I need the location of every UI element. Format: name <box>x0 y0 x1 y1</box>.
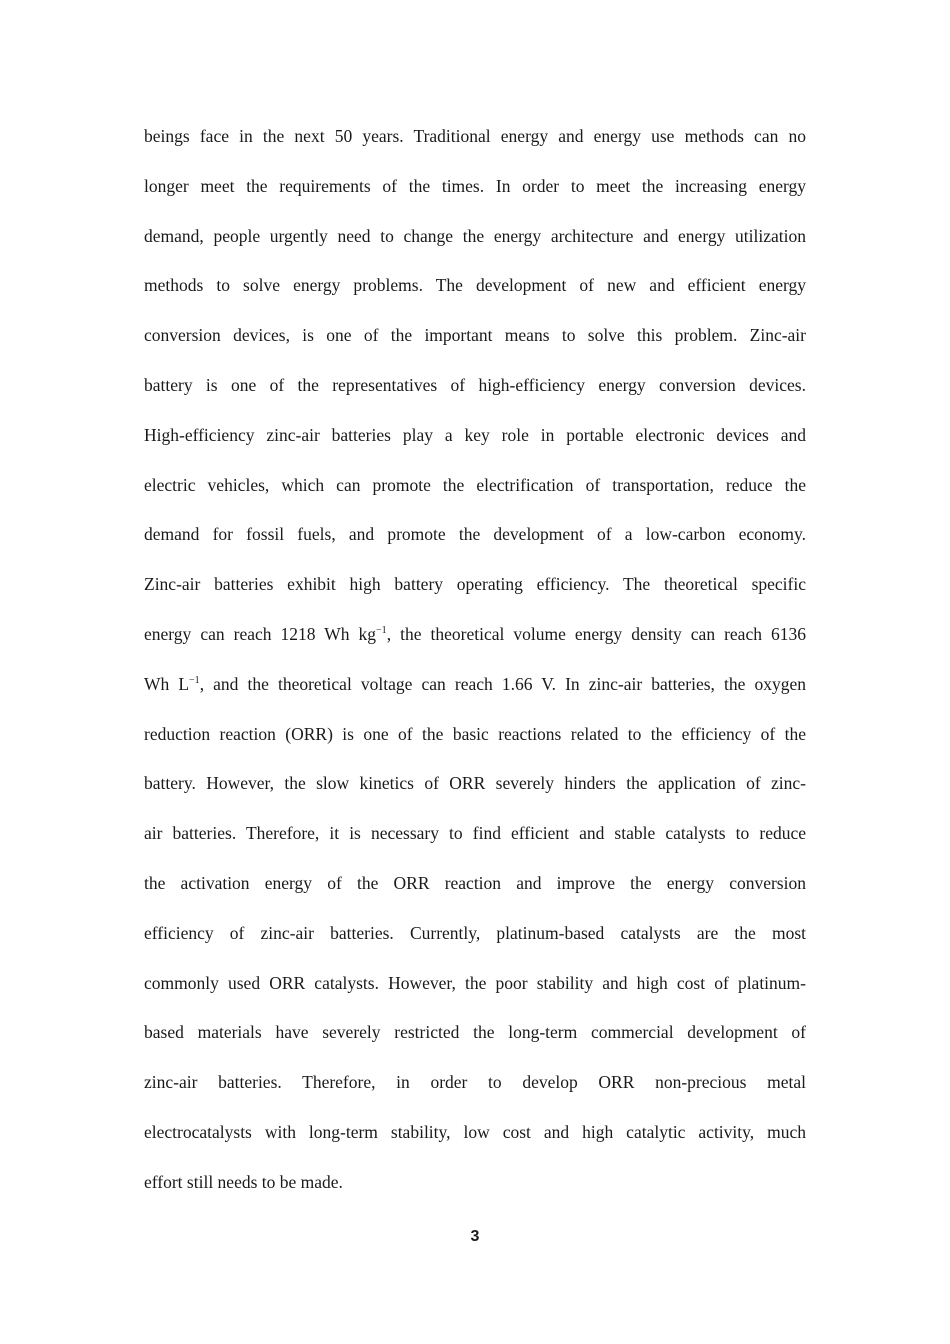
superscript-exponent: −1 <box>376 625 387 637</box>
paragraph-line-3: demand, people urgently need to change the energy architecture and energy utilization <box>144 225 806 246</box>
paragraph-line-11 <box>144 610 806 660</box>
paragraph-line-19: based materials have severely restricted the long-term commercial development of <box>144 1022 806 1043</box>
superscript-exponent: −1 <box>189 674 200 686</box>
line-11-text-b: , the theoretical volume energy density can reach 6136 <box>386 623 806 644</box>
paragraph-line-17: efficiency of zinc-air batteries. Currently, platinum-based catalysts are the most <box>144 922 806 943</box>
line-12-text-b: , and the theoretical voltage can reach 1.66 V. In zinc-air batteries, the oxygen <box>199 673 806 694</box>
paragraph-line-2: longer meet the requirements of the times. In order to meet the increasing energy <box>144 175 806 196</box>
line-11-text-a: energy can reach 1218 Wh kg <box>144 623 377 644</box>
line-12-text-a: Wh L <box>144 673 190 694</box>
paragraph-line-10: Zinc-air batteries exhibit high battery operating efficiency. The theoretical specific <box>144 574 806 595</box>
paragraph-line-1: beings face in the next 50 years. Traditional energy and energy use methods can no <box>144 126 806 146</box>
paragraph-line-8: electric vehicles, which can promote the electrification of transportation, reduce the <box>144 474 806 495</box>
paragraph-line-12 <box>144 660 806 710</box>
paragraph-line-5: conversion devices, is one of the important means to solve this problem. Zinc-air <box>144 325 806 346</box>
paragraph-line-6: battery is one of the representatives of high-efficiency energy conversion devices. <box>144 374 806 395</box>
body-paragraph <box>144 112 806 1208</box>
paragraph-line-9: demand for fossil fuels, and promote the development of a low-carbon economy. <box>144 524 806 545</box>
paragraph-line-4: methods to solve energy problems. The development of new and efficient energy <box>144 275 806 296</box>
page-number: 3 <box>470 1228 480 1245</box>
paragraph-line-21: electrocatalysts with long-term stability, low cost and high catalytic activity, much <box>144 1121 806 1142</box>
paragraph-line-13: reduction reaction (ORR) is one of the basic reactions related to the efficiency of the <box>144 723 806 744</box>
paragraph-line-22: effort still needs to be made. <box>144 1171 343 1192</box>
paragraph-line-18: commonly used ORR catalysts. However, the poor stability and high cost of platinum- <box>144 972 806 993</box>
paragraph-line-15: air batteries. Therefore, it is necessary to find efficient and stable catalysts to reduce <box>144 823 806 844</box>
paragraph-line-14: battery. However, the slow kinetics of ORR severely hinders the application of zinc- <box>144 773 806 794</box>
paragraph-line-20: zinc-air batteries. Therefore, in order to develop ORR non-precious metal <box>144 1072 806 1093</box>
paragraph-line-7: High-efficiency zinc-air batteries play a key role in portable electronic devices and <box>144 424 806 445</box>
paragraph-line-16: the activation energy of the ORR reaction and improve the energy conversion <box>144 872 806 893</box>
